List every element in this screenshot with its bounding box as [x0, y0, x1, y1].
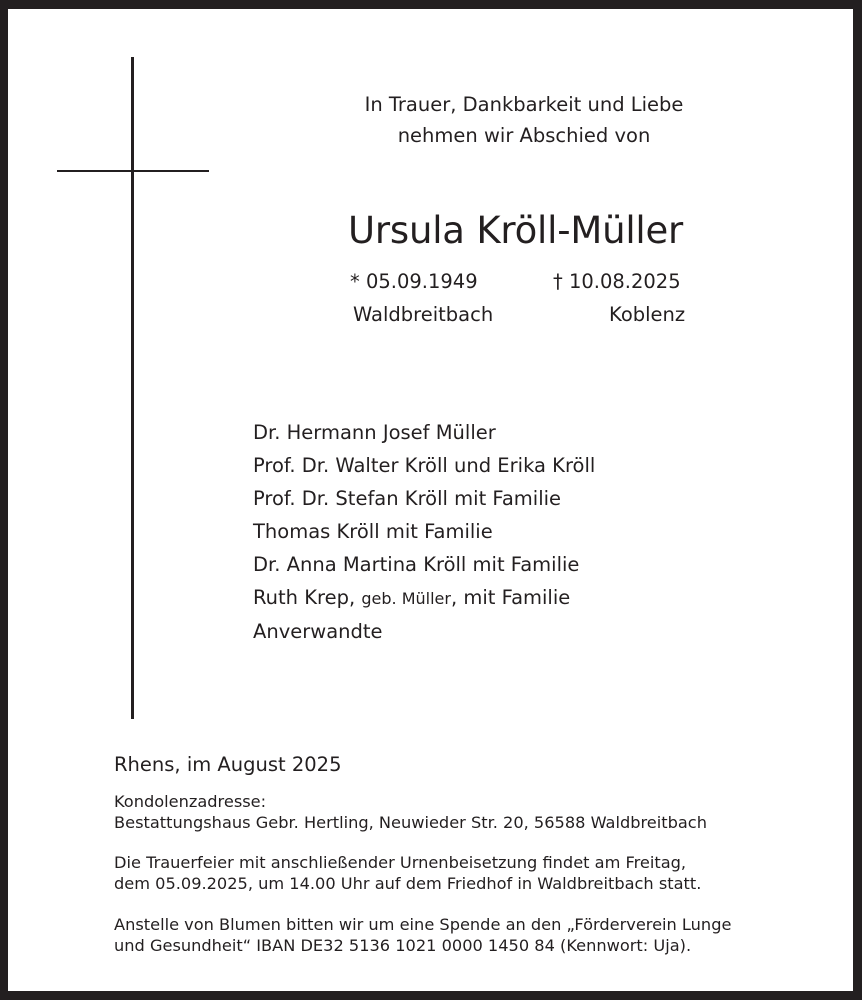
birth-place: Waldbreitbach [353, 303, 494, 326]
mourner: Anverwandte [253, 620, 383, 643]
death-dagger-icon: † [553, 270, 563, 293]
place-and-date: Rhens, im August 2025 [114, 753, 342, 776]
ceremony-line: dem 05.09.2025, um 14.00 Uhr auf dem Friedhof in Waldbreitbach statt. [114, 874, 702, 893]
death-date [553, 270, 681, 293]
cross-icon-horizontal [57, 170, 209, 172]
mourner: Thomas Kröll mit Familie [253, 520, 493, 543]
intro-text [324, 89, 724, 151]
mourner: Dr. Hermann Josef Müller [253, 421, 496, 444]
birth-date [350, 270, 478, 293]
mourners-list [253, 416, 595, 648]
birth-star-icon: * [350, 270, 360, 293]
deceased-name: Ursula Kröll-Müller [348, 209, 684, 252]
mourner [253, 581, 595, 615]
ceremony-info [114, 852, 701, 894]
donation-line: und Gesundheit“ IBAN DE32 5136 1021 0000 1450 84 (Kennwort: Uja). [114, 936, 692, 955]
mourner-name: Ruth Krep, [253, 586, 356, 609]
mourner: Prof. Dr. Walter Kröll und Erika Kröll [253, 454, 596, 477]
death-place: Koblenz [609, 303, 686, 326]
ceremony-line: Die Trauerfeier mit anschließender Urnenbeisetzung findet am Freitag, [114, 853, 687, 872]
cross-icon-vertical [131, 57, 134, 719]
condolence-label: Kondolenzadresse: [114, 792, 267, 811]
intro-line: nehmen wir Abschied von [397, 124, 651, 147]
mourner-suffix: , mit Familie [450, 586, 571, 609]
mourner: Dr. Anna Martina Kröll mit Familie [253, 553, 580, 576]
intro-line: In Trauer, Dankbarkeit und Liebe [364, 93, 684, 116]
condolence-address [114, 791, 707, 833]
birth-date-value: 05.09.1949 [365, 270, 478, 293]
obituary-notice [8, 9, 853, 991]
death-date-value: 10.08.2025 [568, 270, 681, 293]
maiden-name: geb. Müller [361, 589, 451, 608]
donation-line: Anstelle von Blumen bitten wir um eine Spende an den „Förderverein Lunge [114, 915, 732, 934]
condolence-address-line: Bestattungshaus Gebr. Hertling, Neuwieder Str. 20, 56588 Waldbreitbach [114, 813, 707, 832]
donation-info [114, 914, 731, 956]
mourner: Prof. Dr. Stefan Kröll mit Familie [253, 487, 562, 510]
